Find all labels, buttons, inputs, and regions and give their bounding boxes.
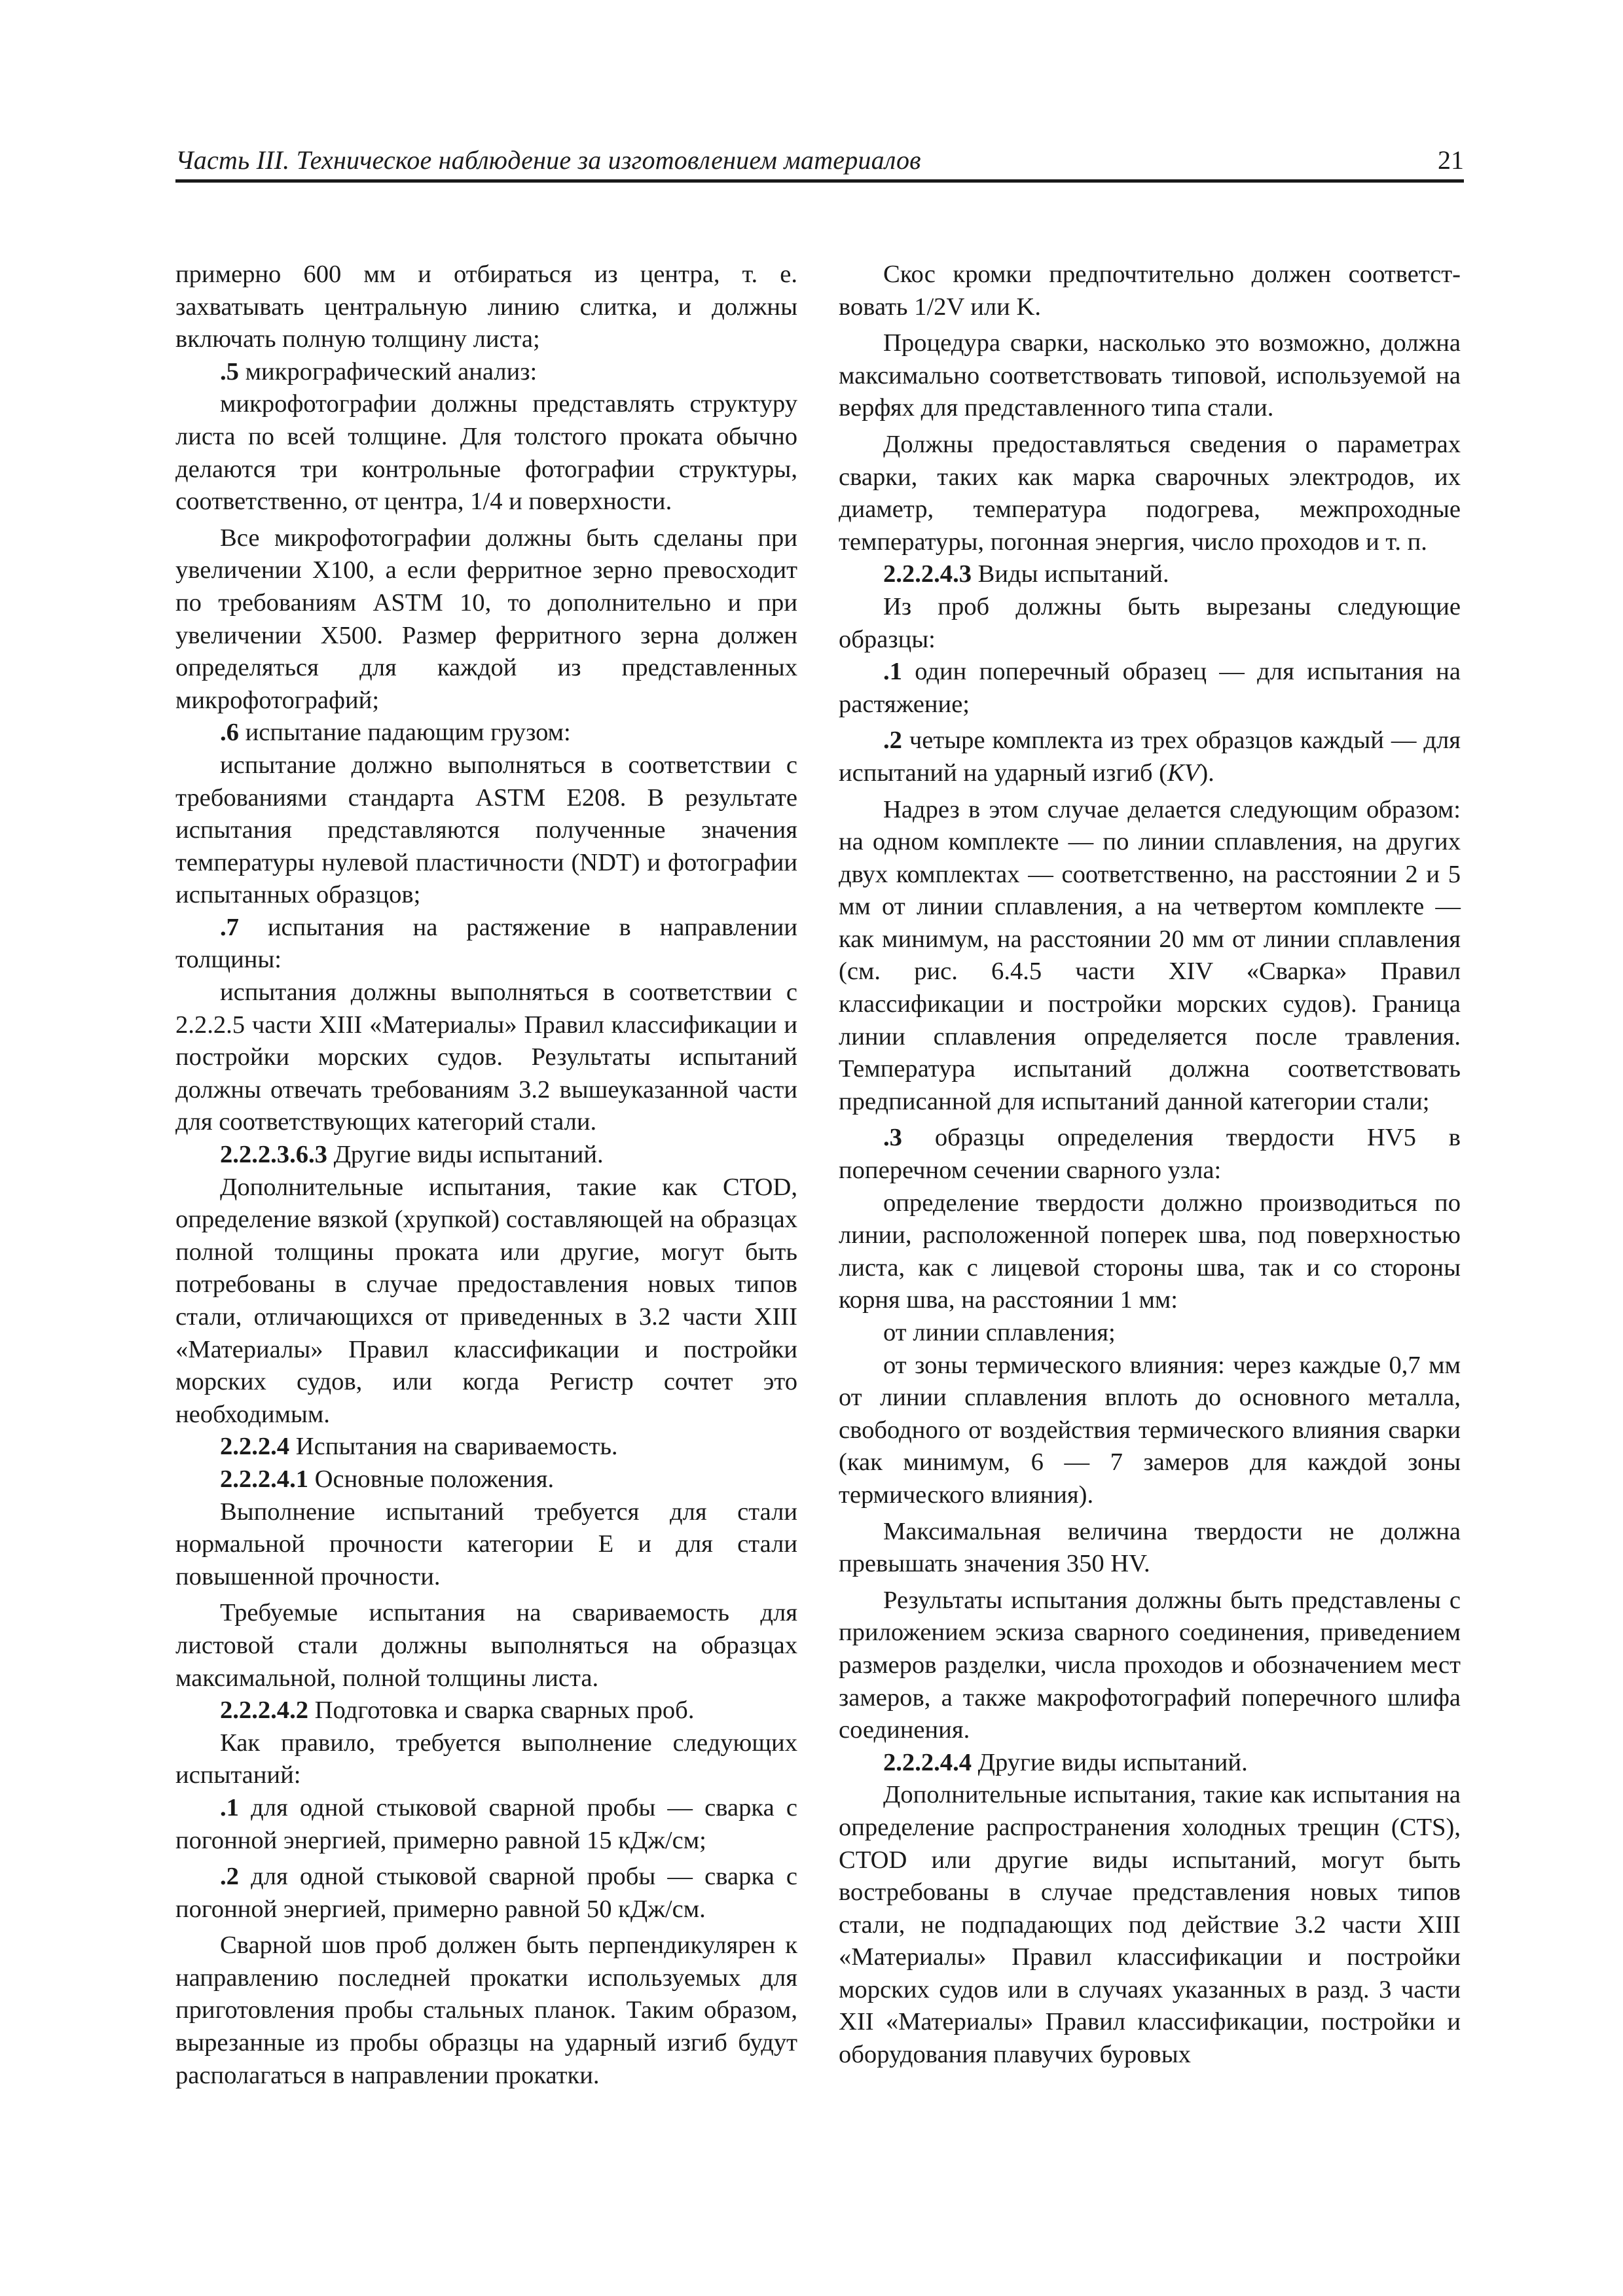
page-number: 21 <box>1438 145 1464 175</box>
section-heading: 2.2.2.4.3 Виды испытаний. <box>883 560 1169 588</box>
paragraph: Дополнительные испытания, такие как испытания на определение распространения холодных трещин (CTS), CTOD или другие виды испытаний, могут быть востребованы в случае представления новых типов стали, не подпадающих под действие 3.2 части XIII «Материалы» Правил классификации и постройки морских судов или в случаях указанных в разд. 3 части XII «Материалы» Правил классификации, постройки и оборудования плавучих буровых <box>839 1781 1461 2069</box>
section-heading: 2.2.2.4.2 Подготовка и сварка сварных проб. <box>220 1696 695 1725</box>
section-number: 2.2.2.4.4 <box>883 1748 972 1776</box>
section-number: 2.2.2.4.2 <box>220 1696 309 1725</box>
section-heading: 2.2.2.4.4 Другие виды испытаний. <box>883 1748 1248 1776</box>
paragraph: Процедура сварки, насколько это возможно, должна максимально соответствовать типовой, используемой на верфях для представленного типа стали. <box>839 329 1461 422</box>
running-title: Часть III. Техническое наблюдение за изготовлением материалов <box>175 145 921 175</box>
paragraph: испытание должно выполняться в соответствии с требованиями стандарта ASTM Е208. В результате испытания представляются полученные значения температуры нулевой пластичности (NDT) и фотографии испытанных образцов; <box>175 751 797 909</box>
paragraph: .2 для одной стыковой сварной пробы — сварка с погонной энергией, примерно равной 50 кДж/см. <box>175 1863 797 1923</box>
section-heading: 2.2.2.4.1 Основные положения. <box>220 1465 555 1493</box>
paragraph: испытания должны выполняться в соответствии с 2.2.2.5 части XIII «Материалы» Правил классификации и постройки морских судов. Результаты испытаний должны отвечать требованиям 3.2 вышеуказанной части для соответствующих категорий стали. <box>175 978 797 1136</box>
paragraph: Дополнительные испытания, такие как CTOD, определение вязкой (хрупкой) составляющей на образцах полной толщины проката или другие, могут быть потребованы в случае предоставления новых типов стали, отличающихся от приведенных в 3.2 части XIII «Материалы» Правил классификации и постройки морских судов, или когда Регистр сочтет это необходимым. <box>175 1173 797 1428</box>
paragraph: .2 четыре комплекта из трех образцов каждый — для испытаний на ударный изгиб (KV). <box>839 726 1461 787</box>
section-heading: 2.2.2.4 Испытания на свариваемость. <box>220 1433 618 1461</box>
list-marker: .3 <box>883 1124 902 1152</box>
paragraph: микрофотографии должны представлять структуру листа по всей толщине. Для толстого проката обычно делаются три контрольные фотографии структуры, соответственно, от центра, 1/4 и поверхности. <box>175 390 797 516</box>
list-marker: .1 <box>220 1793 239 1821</box>
paragraph: .5 микрографический анализ: <box>220 357 538 386</box>
list-marker: .6 <box>220 719 239 747</box>
section-number: 2.2.2.4.1 <box>220 1465 309 1493</box>
paragraph: определение твердости должно производиться по линии, расположенной поперек шва, под поверхностью листа, как с лицевой стороны шва, так и со стороны корня шва, на расстоянии 1 мм: <box>839 1189 1461 1314</box>
paragraph: от зоны термического влияния: через каждые 0,7 мм от линии сплавления вплоть до основного металла, свободного от воздействия термического влияния сварки (как минимум, 6 — 7 замеров для каждой зоны термического влияния). <box>839 1351 1461 1509</box>
paragraph: Скос кромки предпочтительно должен соответствовать 1/2V или K. <box>839 260 1461 321</box>
page-header <box>175 145 1464 183</box>
paragraph: Требуемые испытания на свариваемость для листовой стали должны выполняться на образцах максимальной, полной толщины листа. <box>175 1599 797 1692</box>
section-number: 2.2.2.4.3 <box>883 560 972 588</box>
section-number: 2.2.2.3.6.3 <box>220 1141 327 1169</box>
list-marker: .2 <box>220 1863 239 1891</box>
left-column <box>175 259 797 2092</box>
paragraph: .3 образцы определения твердости HV5 в поперечном сечении сварного узла: <box>839 1124 1461 1185</box>
paragraph: Максимальная величина твердости не должна превышать значения 350 HV. <box>839 1517 1461 1578</box>
italic-symbol: KV <box>1167 759 1200 787</box>
paragraph: .7 испытания на растяжение в направлении толщины: <box>175 913 797 974</box>
paragraph: .1 один поперечный образец — для испытания на растяжение; <box>839 658 1461 718</box>
right-column <box>839 259 1461 2072</box>
paragraph: от линии сплавления; <box>883 1319 1116 1346</box>
paragraph: Выполнение испытаний требуется для стали нормальной прочности категории Е и для стали повышенной прочности. <box>175 1498 797 1590</box>
paragraph: .6 испытание падающим грузом: <box>220 719 571 747</box>
paragraph: Результаты испытания должны быть представлены с приложением эскиза сварного соединения, приведением размеров разделки, числа проходов и обозначением мест замеров, а также макрофотографий поперечного шлифа соединения. <box>839 1586 1461 1744</box>
list-marker: .2 <box>883 726 902 755</box>
list-marker: .5 <box>220 357 239 386</box>
paragraph: Должны предоставляться сведения о параметрах сварки, таких как марка сварочных электродов, их диаметр, температура подогрева, межпроходные температуры, погонная энергия, число проходов и т. п. <box>839 430 1461 556</box>
list-marker: .7 <box>220 913 239 941</box>
section-number: 2.2.2.4 <box>220 1433 290 1461</box>
paragraph: Все микрофотографии должны быть сделаны при увеличении Х100, а если ферритное зерно превосходит по требованиям ASTM 10, то дополнительно и при увеличении Х500. Размер ферритного зерна должен определяться для каждой из представленных микрофотографий; <box>175 524 797 714</box>
paragraph: Как правило, требуется выполнение следующих испытаний: <box>175 1729 797 1789</box>
list-marker: .1 <box>883 658 902 686</box>
paragraph: Из проб должны быть вырезаны следующие образцы: <box>839 592 1461 653</box>
paragraph: Сварной шов проб должен быть перпендикулярен к направлению последней прокатки используемых для приготовления пробы стальных планок. Таким образом, вырезанные из пробы образцы на ударный изгиб будут располагаться в направлении прокатки. <box>175 1931 797 2089</box>
paragraph: примерно 600 мм и отбираться из центра, т. е. захватывать центральную линию слитка, и должны включать полную толщину листа; <box>175 260 797 353</box>
paragraph: .1 для одной стыковой сварной пробы — сварка с погонной энергией, примерно равной 15 кДж/см; <box>175 1793 797 1854</box>
section-heading: 2.2.2.3.6.3 Другие виды испытаний. <box>220 1141 604 1169</box>
paragraph: Надрез в этом случае делается следующим образом: на одном комплекте — по линии сплавления, на других двух комплектах — соответственно, на расстоянии 2 и 5 мм от линии сплавления, а на четвертом комплекте — как минимум, на расстоянии 20 мм от линии сплавления (см. рис. 6.4.5 части XIV «Сварка» Правил классификации и постройки морских судов). Граница линии сплавления определяется после травления. Температура испытаний должна соответствовать предписанной для испытаний данной категории стали; <box>839 795 1461 1115</box>
